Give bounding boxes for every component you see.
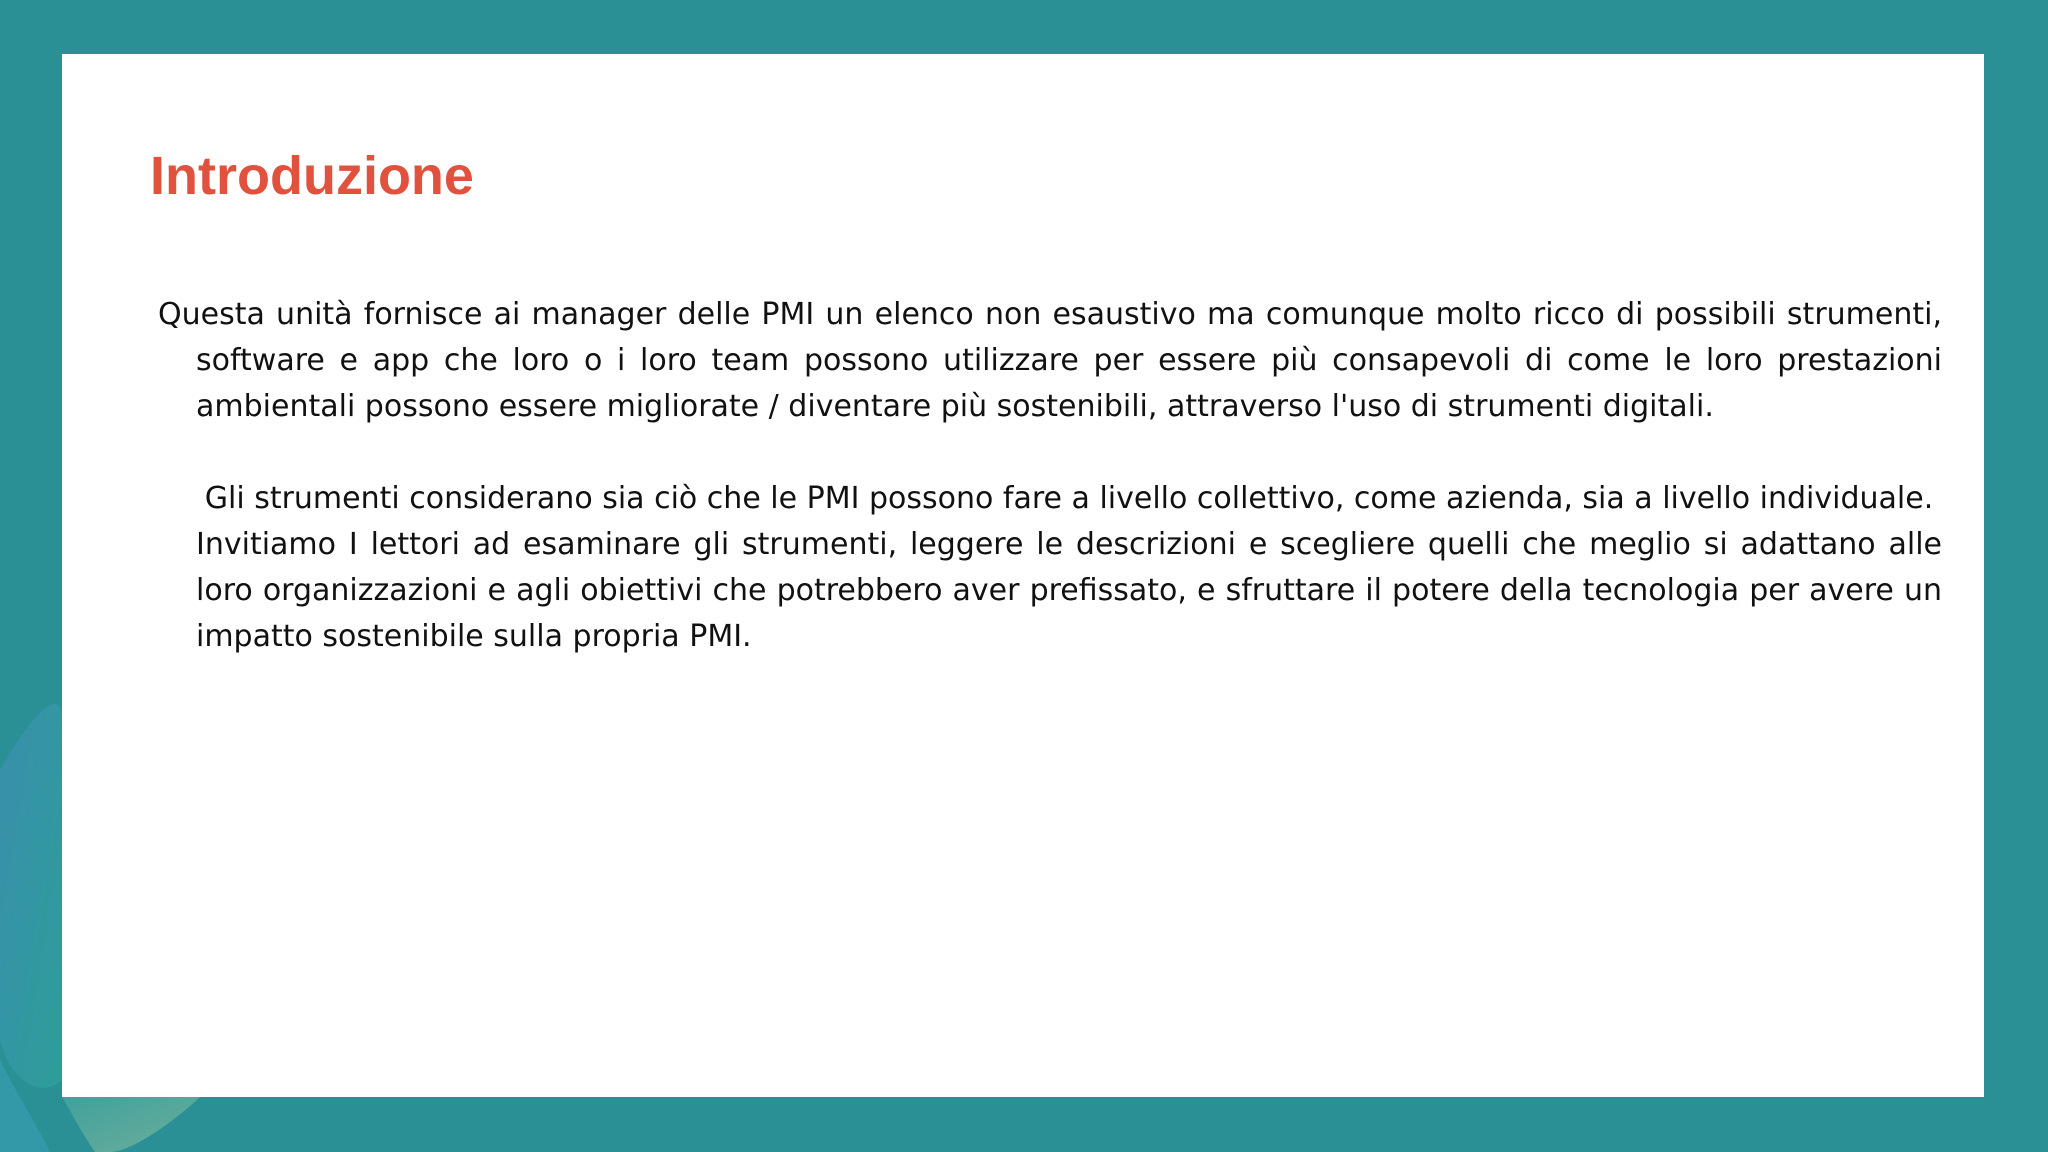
slide-body bbox=[158, 292, 1942, 660]
slide-title: Introduzione bbox=[150, 146, 474, 206]
slide-card bbox=[62, 54, 1984, 1097]
paragraph-tools-scope: Gli strumenti considerano sia ciò che le PMI possono fare a livello collettivo, come azienda, sia a livello individuale. bbox=[204, 481, 1934, 516]
paragraph-intro: Questa unità fornisce ai manager delle PMI un elenco non esaustivo ma comunque molto ricco di possibili strumenti, software e app che loro o i loro team possono utilizzare per essere più consapevoli di come le loro prestazioni ambientali possono essere migliorate / diventare più sostenibili, attraverso l'uso di strumenti digitali. bbox=[158, 297, 1942, 424]
paragraph-invitation: Invitiamo I lettori ad esaminare gli strumenti, leggere le descrizioni e scegliere quelli che meglio si adattano alle loro organizzazioni e agli obiettivi che potrebbero aver prefissato, e sfruttare il potere della tecnologia per avere un impatto sostenibile sulla propria PMI. bbox=[196, 527, 1942, 654]
paragraph-spacer bbox=[158, 430, 1942, 476]
